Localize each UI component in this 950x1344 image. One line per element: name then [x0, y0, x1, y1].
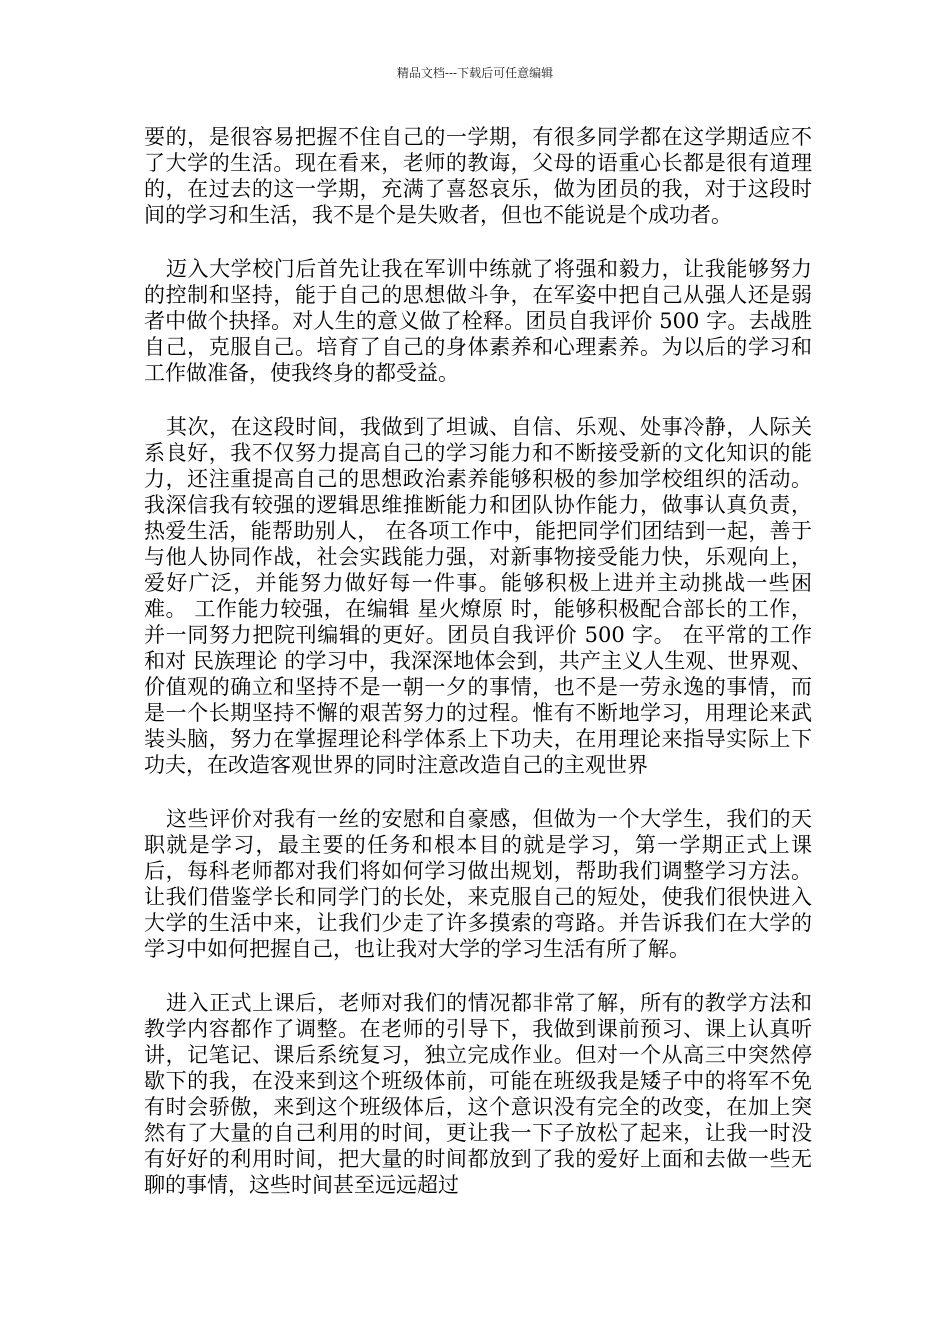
page-header: 精品文档---下载后可任意编辑 — [396, 66, 554, 80]
paragraph-1: 要的，是很容易把握不住自己的一学期，有很多同学都在这学期适应不了大学的生活。现在看来，老师的教诲，父母的语重心长都是很有道理的，在过去的这一学期，充满了喜怒哀乐，做为团员的我，对于这段时间的学习和生活，我不是个是失败者，但也不能说是个成功者。 — [144, 125, 812, 227]
paragraph-3: 其次，在这段时间，我做到了坦诚、自信、乐观、处事冷静，人际关系良好，我不仅努力提高自己的学习能力和不断接受新的文化知识的能力，还注重提高自己的思想政治素养能够积极的参加学校组织的活动。我深信我有较强的逻辑思维推断能力和团队协作能力，做事认真负责，热爱生活，能帮助别人， 在各项工作中，能把同学们团结到一起，善于与他人协同作战，社会实践能力强，对新事物接受能力快，乐观向上，爱好广泛，并能努力做好每一件事。能够积极上进并主动挑战一些困难。 工作能力较强，在编辑 星火燎原 时，能够积极配合部长的工作，并一同努力把院刊编辑的更好。团员自我评价 500 字。 在平常的工作和对 民族理论 的学习中，我深深地体会到，共产主义人生观、世界观、价值观的确立和坚持不是一朝一夕的事情，也不是一劳永逸的事情，而是一个长期坚持不懈的艰苦努力的过程。惟有不断地学习，用理论来武装头脑，努力在掌握理论科学体系上下功夫，在用理论来指导实际上下功夫，在改造客观世界的同时注意改造自己的主观世界 — [144, 415, 812, 777]
document-body — [144, 124, 812, 1226]
paragraph-2: 迈入大学校门后首先让我在军训中练就了将强和毅力，让我能够努力的控制和坚持，能于自己的思想做斗争，在军姿中把自己从强人还是弱者中做个抉择。对人生的意义做了栓释。团员自我评价 500 字。去战胜自己，克服自己。培育了自己的身体素养和心理素养。为以后的学习和工作做准备，使我终身的都受益。 — [144, 257, 812, 385]
paragraph-5: 进入正式上课后，老师对我们的情况都非常了解，所有的教学方法和教学内容都作了调整。在老师的引导下，我做到课前预习、课上认真听讲，记笔记、课后系统复习，独立完成作业。但对一个从高三中突然停歇下的我，在没来到这个班级体前，可能在班级我是矮子中的将军不免有时会骄傲，来到这个班级体后，这个意识没有完全的改变，在加上突然有了大量的自己利用的时间，更让我一下子放松了起来，让我一时没有好好的利用时间，把大量的时间都放到了我的爱好上面和去做一些无聊的事情，这些时间甚至远远超过 — [144, 991, 812, 1197]
paragraph-4: 这些评价对我有一丝的安慰和自豪感，但做为一个大学生，我们的天职就是学习，最主要的任务和根本目的就是学习，第一学期正式上课后，每科老师都对我们将如何学习做出规划，帮助我们调整学习方法。让我们借鉴学长和同学门的长处，来克服自己的短处，使我们很快进入大学的生活中来，让我们少走了许多摸索的弯路。并告诉我们在大学的学习中如何把握自己，也让我对大学的学习生活有所了解。 — [144, 807, 812, 961]
